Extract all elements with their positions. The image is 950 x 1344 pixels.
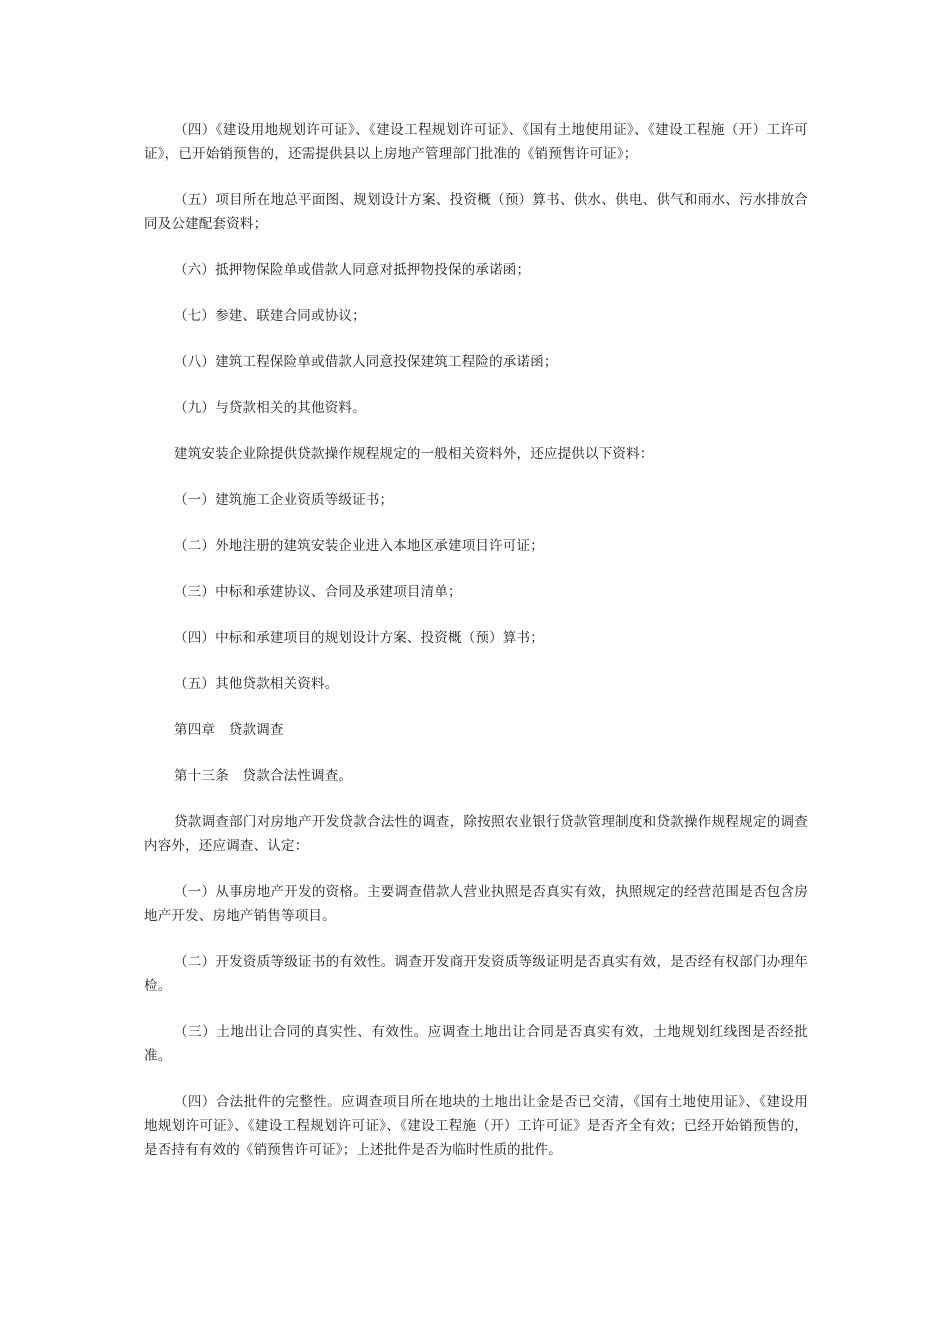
paragraph-construction-item-2: （二）外地注册的建筑安装企业进入本地区承建项目许可证； [174, 538, 544, 554]
paragraph-construction-intro: 建筑安装企业除提供贷款操作规程规定的一般相关资料外，还应提供以下资料： [174, 446, 654, 462]
paragraph-legality-item-3: （三）土地出让合同的真实性、有效性。应调查土地出让合同是否真实有效，土地规划红线图是否经批准。 [144, 1024, 808, 1064]
paragraph-item-4-permits: （四）《建设用地规划许可证》、《建设工程规划许可证》、《国有土地使用证》、《建设工程施（开）工许可证》，已开始销预售的，还需提供县以上房地产管理部门批准的《销预售许可证》； [144, 122, 808, 162]
article-heading: 第十三条 贷款合法性调查。 [174, 768, 353, 784]
paragraph-construction-item-1: （一）建筑施工企业资质等级证书； [174, 492, 394, 508]
paragraph-construction-item-4: （四）中标和承建项目的规划设计方案、投资概（预）算书； [174, 630, 544, 646]
paragraph-legality-intro: 贷款调查部门对房地产开发贷款合法性的调查，除按照农业银行贷款管理制度和贷款操作规程规定的调查内容外，还应调查、认定： [144, 814, 808, 854]
chapter-heading: 第四章 贷款调查 [174, 722, 284, 738]
paragraph-construction-item-5: （五）其他贷款相关资料。 [174, 676, 339, 692]
paragraph-legality-item-1: （一）从事房地产开发的资格。主要调查借款人营业执照是否真实有效，执照规定的经营范围是否包含房地产开发、房地产销售等项目。 [144, 884, 808, 924]
paragraph-item-9-other-materials: （九）与贷款相关的其他资料。 [174, 400, 366, 416]
paragraph-legality-item-4: （四）合法批件的完整性。应调查项目所在地块的土地出让金是否已交清，《国有土地使用证》、《建设用地规划许可证》、《建设工程规划许可证》、《建设工程施（开）工许可证》是否齐全有效；已经开始销预售的，是否持有有效的《销预售许可证》；上述批件是否为临时性质的批件。 [144, 1094, 808, 1158]
paragraph-item-7-joint-construction: （七）参建、联建合同或协议； [174, 308, 366, 324]
paragraph-legality-item-2: （二）开发资质等级证书的有效性。调查开发商开发资质等级证明是否真实有效，是否经有权部门办理年检。 [144, 954, 808, 994]
paragraph-construction-item-3: （三）中标和承建协议、合同及承建项目清单； [174, 584, 462, 600]
paragraph-item-6-collateral-insurance: （六）抵押物保险单或借款人同意对抵押物投保的承诺函； [174, 262, 531, 278]
document-body [144, 118, 808, 1184]
paragraph-item-5-site-plan: （五）项目所在地总平面图、规划设计方案、投资概（预）算书、供水、供电、供气和雨水、污水排放合同及公建配套资料； [144, 192, 808, 232]
paragraph-item-8-engineering-insurance: （八）建筑工程保险单或借款人同意投保建筑工程险的承诺函； [174, 354, 558, 370]
